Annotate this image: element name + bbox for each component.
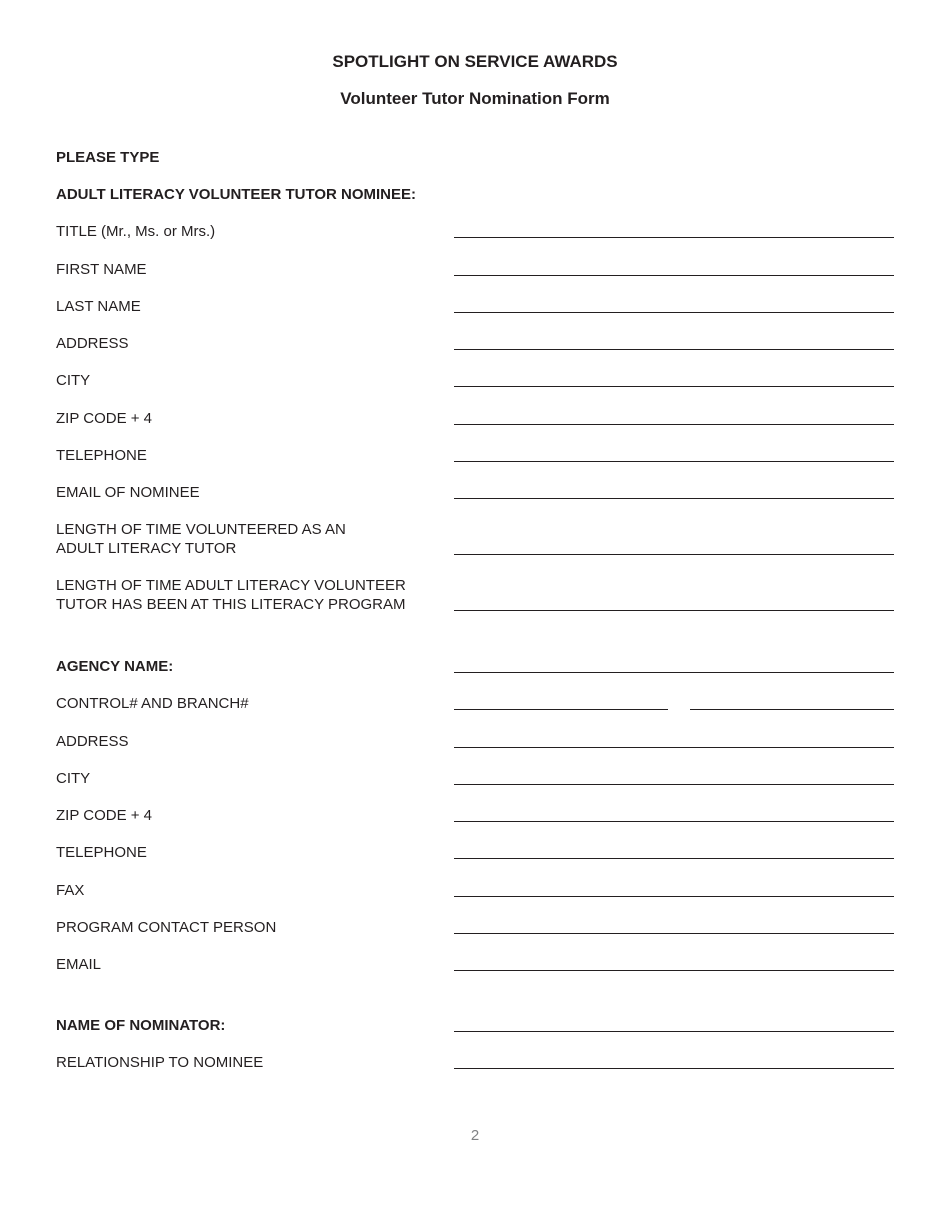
agency-city-field[interactable]: [454, 784, 894, 785]
nominee-telephone-label: TELEPHONE: [56, 447, 147, 464]
relationship-label: RELATIONSHIP TO NOMINEE: [56, 1054, 264, 1071]
length-at-program-label-line1: LENGTH OF TIME ADULT LITERACY VOLUNTEER: [56, 577, 406, 594]
nominee-telephone-field[interactable]: [454, 461, 894, 462]
program-contact-field[interactable]: [454, 933, 894, 934]
nominee-email-label: EMAIL OF NOMINEE: [56, 484, 200, 501]
agency-zip-label: ZIP CODE + 4: [56, 807, 153, 824]
nominator-name-field[interactable]: [454, 1031, 894, 1032]
please-type-instruction: PLEASE TYPE: [56, 149, 160, 166]
agency-address-label: ADDRESS: [56, 733, 129, 750]
agency-name-label: AGENCY NAME:: [56, 658, 174, 675]
length-volunteered-label-line1: LENGTH OF TIME VOLUNTEERED AS AN: [56, 521, 346, 538]
nominee-zip-label: ZIP CODE + 4: [56, 410, 153, 427]
length-volunteered-field[interactable]: [454, 554, 894, 555]
agency-telephone-label: TELEPHONE: [56, 844, 147, 861]
control-branch-label: CONTROL# AND BRANCH#: [56, 695, 249, 712]
agency-name-field[interactable]: [454, 672, 894, 673]
agency-email-field[interactable]: [454, 970, 894, 971]
nominee-first-name-label: FIRST NAME: [56, 261, 147, 278]
agency-fax-label: FAX: [56, 882, 85, 899]
nominee-email-field[interactable]: [454, 498, 894, 499]
length-at-program-field[interactable]: [454, 610, 894, 611]
nominee-last-name-label: LAST NAME: [56, 298, 141, 315]
branch-number-field[interactable]: [690, 709, 894, 710]
program-contact-label: PROGRAM CONTACT PERSON: [56, 919, 277, 936]
form-title: SPOTLIGHT ON SERVICE AWARDS: [332, 52, 618, 71]
agency-fax-field[interactable]: [454, 896, 894, 897]
length-volunteered-label-line2: ADULT LITERACY TUTOR: [56, 540, 237, 557]
nominee-address-label: ADDRESS: [56, 335, 129, 352]
agency-email-label: EMAIL: [56, 956, 102, 973]
nominee-city-label: CITY: [56, 372, 91, 389]
nominee-address-field[interactable]: [454, 349, 894, 350]
nominator-name-label: NAME OF NOMINATOR:: [56, 1017, 226, 1034]
agency-telephone-field[interactable]: [454, 858, 894, 859]
nominee-zip-field[interactable]: [454, 424, 894, 425]
page-number: 2: [470, 1127, 480, 1144]
control-number-field[interactable]: [454, 709, 668, 710]
nominee-title-label: TITLE (Mr., Ms. or Mrs.): [56, 223, 216, 240]
nominee-section-heading: ADULT LITERACY VOLUNTEER TUTOR NOMINEE:: [56, 186, 416, 203]
nominee-city-field[interactable]: [454, 386, 894, 387]
nominee-first-name-field[interactable]: [454, 275, 894, 276]
agency-zip-field[interactable]: [454, 821, 894, 822]
length-at-program-label-line2: TUTOR HAS BEEN AT THIS LITERACY PROGRAM: [56, 596, 406, 613]
agency-city-label: CITY: [56, 770, 91, 787]
nominee-title-field[interactable]: [454, 237, 894, 238]
relationship-field[interactable]: [454, 1068, 894, 1069]
form-subtitle: Volunteer Tutor Nomination Form: [340, 89, 610, 108]
nominee-last-name-field[interactable]: [454, 312, 894, 313]
agency-address-field[interactable]: [454, 747, 894, 748]
